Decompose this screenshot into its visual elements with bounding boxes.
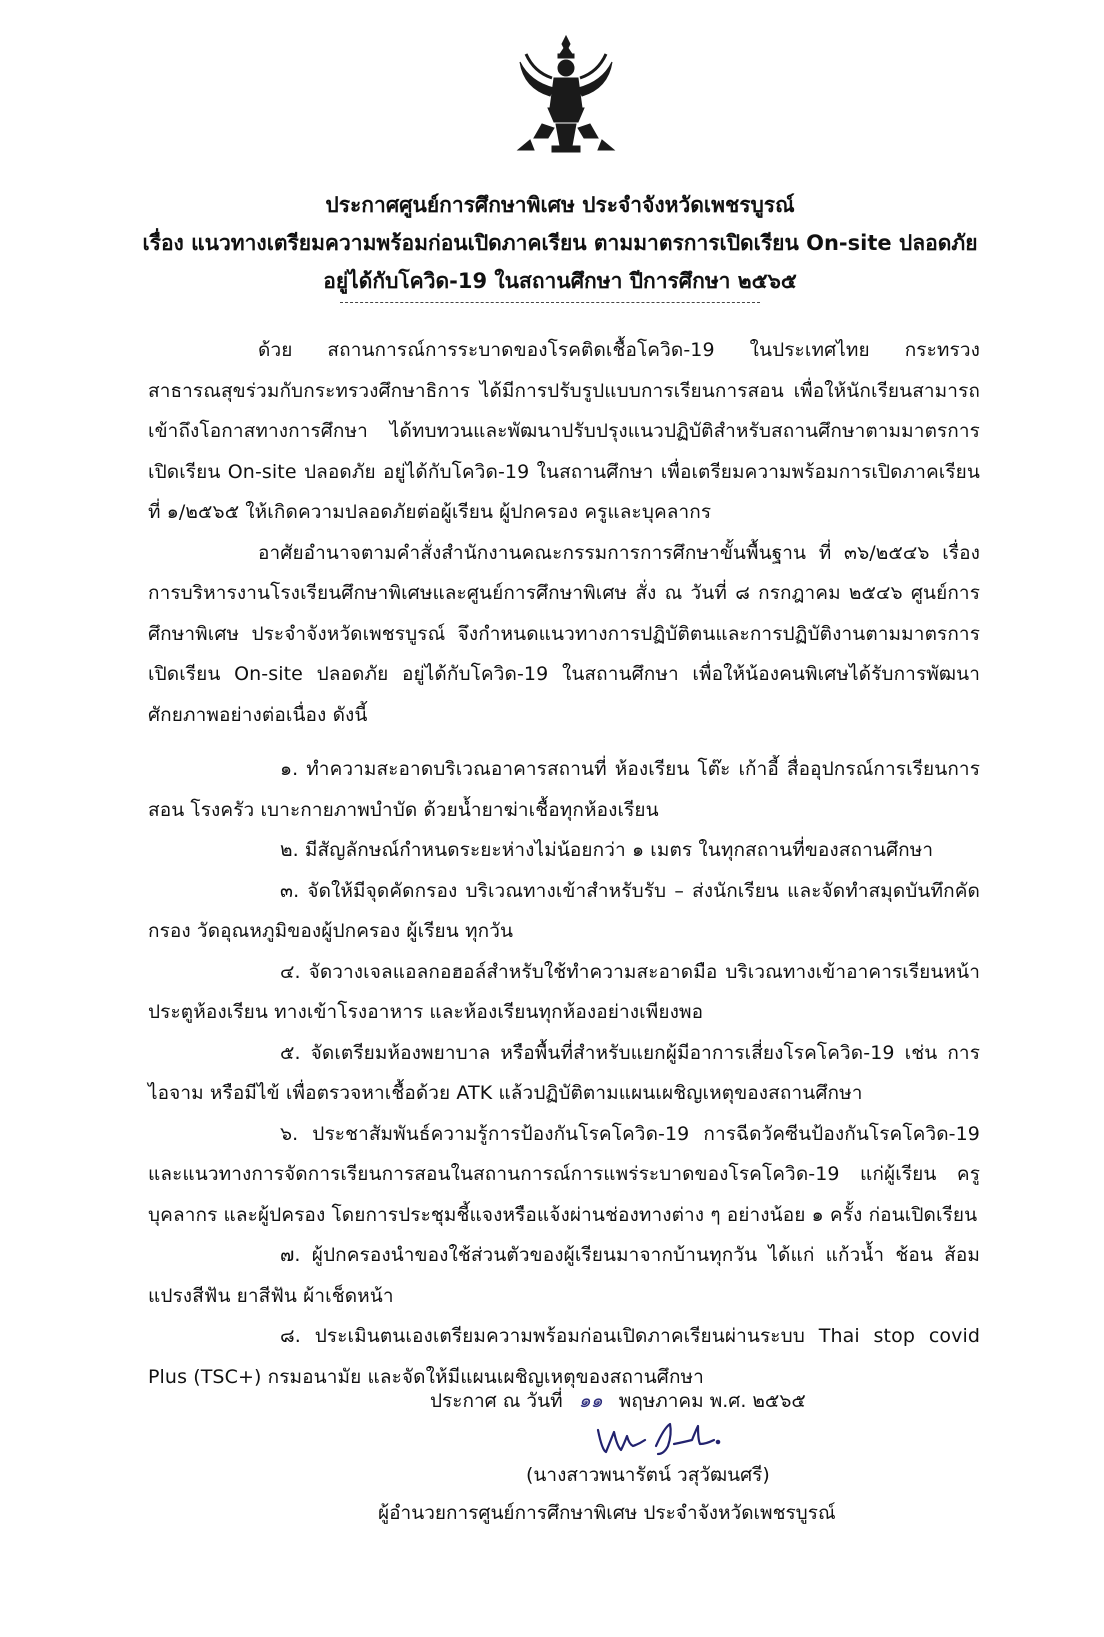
date-suffix: พฤษภาคม พ.ศ. ๒๕๖๕ xyxy=(618,1390,806,1412)
announcement-subject: เรื่อง แนวทางเตรียมความพร้อมก่อนเปิดภาคเรียน ตามมาตรการเปิดเรียน On-site ปลอดภัย xyxy=(142,231,978,255)
list-item: ๓. จัดให้มีจุดคัดกรอง บริเวณทางเข้าสำหรับรับ – ส่งนักเรียน และจัดทำสมุดบันทึกคัดกรอง วัดอุณหภูมิของผู้ปกครอง ผู้เรียน ทุกวัน xyxy=(148,879,980,942)
authority-paragraph: อาศัยอำนาจตามคำสั่งสำนักงานคณะกรรมการการศึกษาขั้นพื้นฐาน ที่ ๓๖/๒๕๔๖ เรื่อง การบริหารงานโรงเรียนศึกษาพิเศษและศูนย์การศึกษาพิเศษ สั่ง ณ วันที่ ๘ กรกฎาคม ๒๕๔๖ ศูนย์การศึกษาพิเศษ ประจำจังหวัดเพชรบูรณ์ จึงกำหนดแนวทางการปฏิบัติตนและการปฏิบัติงานตามมาตรการเปิดเรียน On-site ปลอดภัย อยู่ได้กับโควิด-19 ในสถานศึกษา เพื่อให้น้องคนพิเศษได้รับการพัฒนาศักยภาพอย่างต่อเนื่อง ดังนี้ xyxy=(148,541,980,726)
list-item: ๗. ผู้ปกครองนำของใช้ส่วนตัวของผู้เรียนมาจากบ้านทุกวัน ได้แก่ แก้วน้ำ ช้อน ส้อมแปรงสีฟัน ยาสีฟัน ผ้าเช็ดหน้า xyxy=(148,1244,980,1307)
date-day: ๑๑ xyxy=(578,1390,603,1412)
garuda-emblem-icon xyxy=(512,32,620,160)
handwritten-signature-icon xyxy=(594,1420,724,1462)
signer-name: (นางสาวพนารัตน์ วสุวัฒนศรี) xyxy=(526,1464,770,1486)
list-item: ๑. ทำความสะอาดบริเวณอาคารสถานที่ ห้องเรียน โต๊ะ เก้าอี้ สื่ออุปกรณ์การเรียนการสอน โรงครัว เบาะกายภาพบำบัด ด้วยน้ำยาฆ่าเชื้อทุกห้องเรียน xyxy=(148,758,980,821)
list-item: ๒. มีสัญลักษณ์กำหนดระยะห่างไม่น้อยกว่า ๑ เมตร ในทุกสถานที่ของสถานศึกษา xyxy=(280,839,934,861)
list-item: ๖. ประชาสัมพันธ์ความรู้การป้องกันโรคโควิด-19 การฉีดวัคซีนป้องกันโรคโควิด-19 และแนวทางการจัดการเรียนการสอนในสถานการณ์การแพร่ระบาดของโรคโควิด-19 แก่ผู้เรียน ครูบุคลากร และผู้ปครอง โดยการประชุมชี้แจงหรือแจ้งผ่านช่องทางต่าง ๆ อย่างน้อย ๑ ครั้ง ก่อนเปิดเรียน xyxy=(148,1122,980,1226)
title-divider xyxy=(340,302,760,303)
announcement-subject-continued: อยู่ได้กับโควิด-19 ในสถานศึกษา ปีการศึกษา ๒๕๖๕ xyxy=(323,269,797,293)
list-item: ๘. ประเมินตนเองเตรียมความพร้อมก่อนเปิดภาคเรียนผ่านระบบ Thai stop covid Plus (TSC+) กรมอนามัย และจัดให้มีแผนเผชิญเหตุของสถานศึกษา xyxy=(148,1325,980,1388)
signer-title: ผู้อำนวยการศูนย์การศึกษาพิเศษ ประจำจังหวัดเพชรบูรณ์ xyxy=(378,1502,836,1524)
list-item: ๕. จัดเตรียมห้องพยาบาล หรือพื้นที่สำหรับแยกผู้มีอาการเสี่ยงโรคโควิด-19 เช่น การไอจาม หรือมีไข้ เพื่อตรวจหาเชื้อด้วย ATK แล้วปฏิบัติตามแผนเผชิญเหตุของสถานศึกษา xyxy=(148,1041,980,1104)
date-prefix: ประกาศ ณ วันที่ xyxy=(430,1390,563,1412)
announcement-date xyxy=(430,1384,806,1418)
announcement-body xyxy=(148,330,980,1397)
list-item: ๔. จัดวางเจลแอลกอฮอล์สำหรับใช้ทำความสะอาดมือ บริเวณทางเข้าอาคารเรียนหน้าประตูห้องเรียน ทางเข้าโรงอาหาร และห้องเรียนทุกห้องอย่างเพียงพอ xyxy=(148,960,980,1023)
intro-paragraph: ด้วย สถานการณ์การระบาดของโรคติดเชื้อโควิด-19 ในประเทศไทย กระทรวงสาธารณสุขร่วมกับกระทรวงศึกษาธิการ ได้มีการปรับรูปแบบการเรียนการสอน เพื่อให้นักเรียนสามารถเข้าถึงโอกาสทางการศึกษา ได้ทบทวนและพัฒนาปรับปรุงแนวปฏิบัติสำหรับสถานศึกษาตามมาตรการเปิดเรียน On-site ปลอดภัย อยู่ได้กับโควิด-19 ในสถานศึกษา เพื่อเตรียมความพร้อมการเปิดภาคเรียนที่ ๑/๒๕๖๕ ให้เกิดความปลอดภัยต่อผู้เรียน ผู้ปกครอง ครูและบุคลากร xyxy=(148,339,980,523)
announcement-title: ประกาศศูนย์การศึกษาพิเศษ ประจำจังหวัดเพชรบูรณ์ xyxy=(325,193,795,217)
